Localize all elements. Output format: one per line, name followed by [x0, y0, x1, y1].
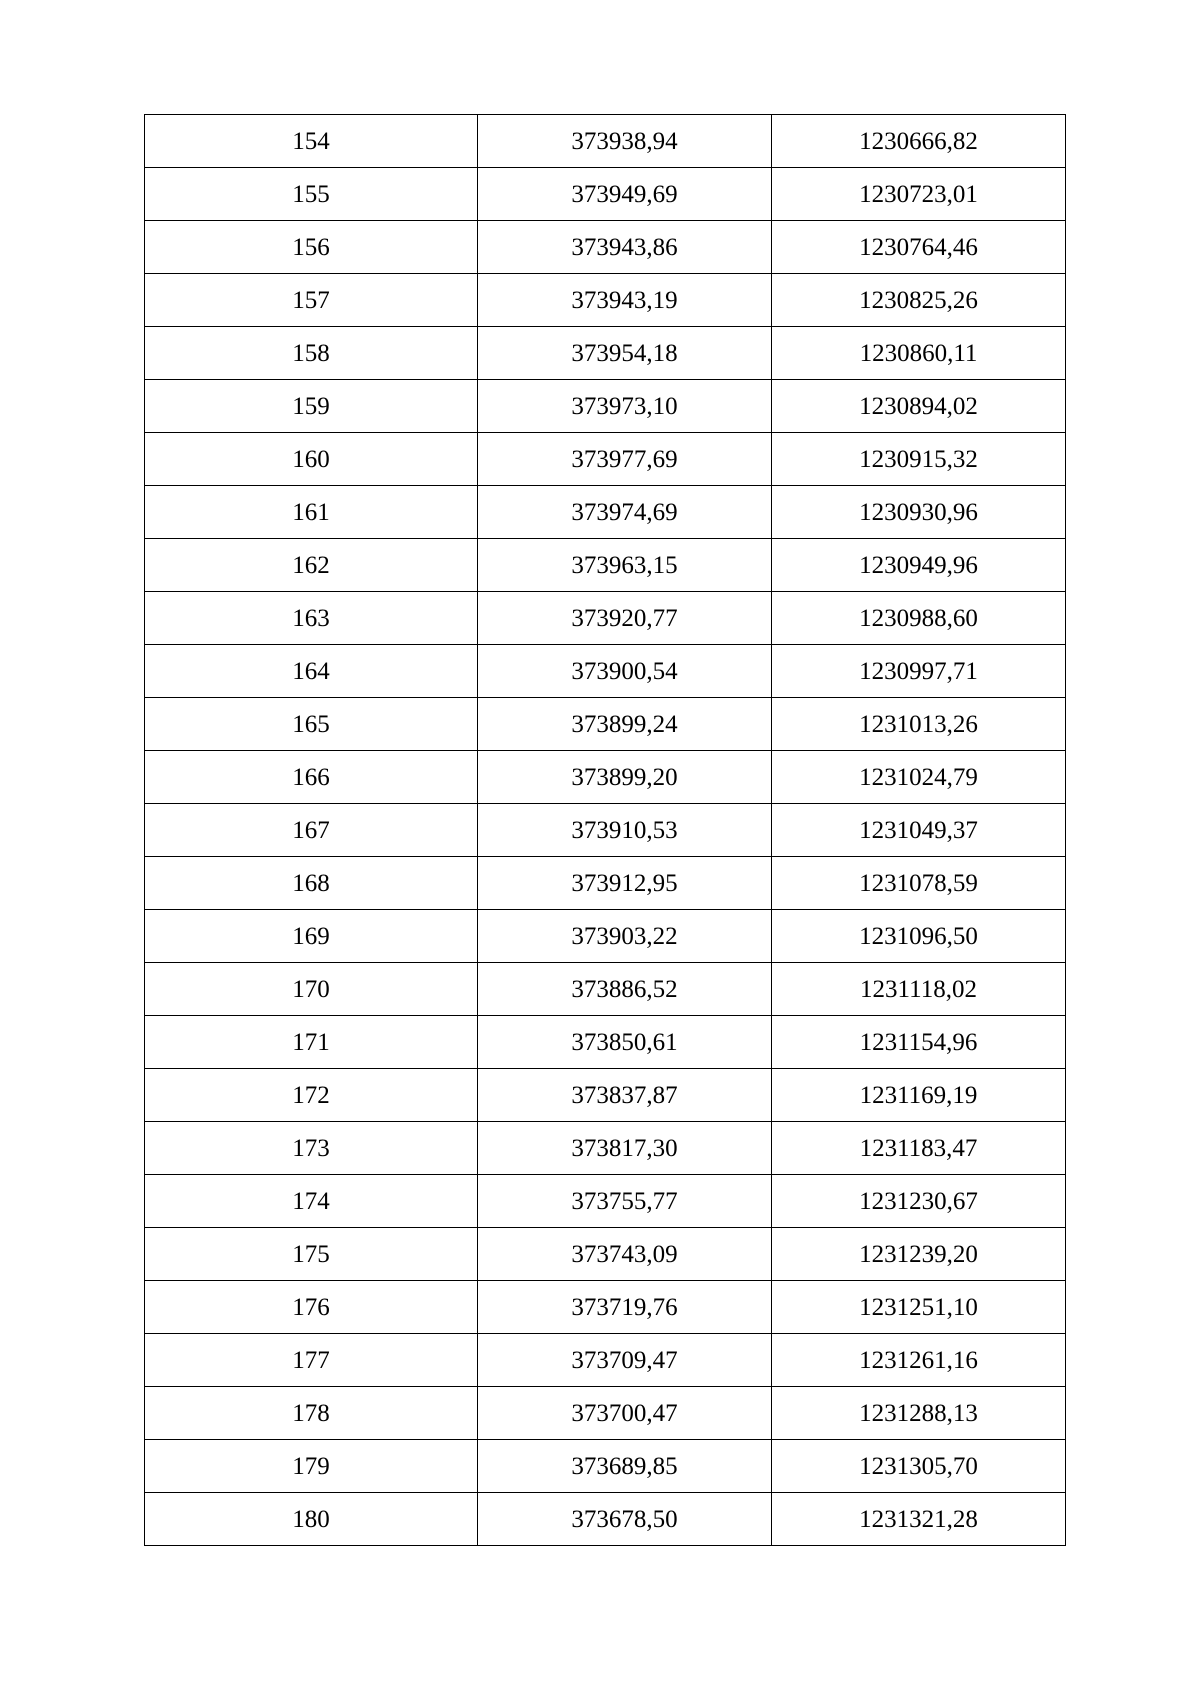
- point-number-cell: 154: [145, 115, 478, 168]
- y-coordinate-cell: 1231288,13: [772, 1387, 1066, 1440]
- x-coordinate-cell: 373973,10: [478, 380, 772, 433]
- table-row: [145, 327, 1066, 380]
- point-number-cell: 175: [145, 1228, 478, 1281]
- x-coordinate-cell: 373850,61: [478, 1016, 772, 1069]
- y-coordinate-cell: 1230825,26: [772, 274, 1066, 327]
- table-row: [145, 168, 1066, 221]
- x-coordinate-cell: 373974,69: [478, 486, 772, 539]
- y-coordinate-cell: 1231154,96: [772, 1016, 1066, 1069]
- table-row: [145, 1387, 1066, 1440]
- table-row: [145, 804, 1066, 857]
- x-coordinate-cell: 373912,95: [478, 857, 772, 910]
- table-row: [145, 751, 1066, 804]
- point-number-cell: 176: [145, 1281, 478, 1334]
- table-row: [145, 1440, 1066, 1493]
- x-coordinate-cell: 373963,15: [478, 539, 772, 592]
- x-coordinate-cell: 373954,18: [478, 327, 772, 380]
- y-coordinate-cell: 1231251,10: [772, 1281, 1066, 1334]
- y-coordinate-cell: 1230915,32: [772, 433, 1066, 486]
- table-row: [145, 910, 1066, 963]
- y-coordinate-cell: 1231013,26: [772, 698, 1066, 751]
- x-coordinate-cell: 373938,94: [478, 115, 772, 168]
- y-coordinate-cell: 1230860,11: [772, 327, 1066, 380]
- x-coordinate-cell: 373709,47: [478, 1334, 772, 1387]
- point-number-cell: 162: [145, 539, 478, 592]
- x-coordinate-cell: 373689,85: [478, 1440, 772, 1493]
- table-row: [145, 645, 1066, 698]
- x-coordinate-cell: 373977,69: [478, 433, 772, 486]
- point-number-cell: 180: [145, 1493, 478, 1546]
- x-coordinate-cell: 373943,86: [478, 221, 772, 274]
- y-coordinate-cell: 1230988,60: [772, 592, 1066, 645]
- table-row: [145, 698, 1066, 751]
- point-number-cell: 174: [145, 1175, 478, 1228]
- point-number-cell: 158: [145, 327, 478, 380]
- table-row: [145, 1175, 1066, 1228]
- table-row: [145, 433, 1066, 486]
- x-coordinate-cell: 373743,09: [478, 1228, 772, 1281]
- point-number-cell: 155: [145, 168, 478, 221]
- table-row: [145, 486, 1066, 539]
- point-number-cell: 171: [145, 1016, 478, 1069]
- x-coordinate-cell: 373837,87: [478, 1069, 772, 1122]
- x-coordinate-cell: 373903,22: [478, 910, 772, 963]
- x-coordinate-cell: 373700,47: [478, 1387, 772, 1440]
- point-number-cell: 163: [145, 592, 478, 645]
- point-number-cell: 178: [145, 1387, 478, 1440]
- x-coordinate-cell: 373886,52: [478, 963, 772, 1016]
- point-number-cell: 179: [145, 1440, 478, 1493]
- point-number-cell: 168: [145, 857, 478, 910]
- table-row: [145, 1069, 1066, 1122]
- point-number-cell: 157: [145, 274, 478, 327]
- x-coordinate-cell: 373899,20: [478, 751, 772, 804]
- point-number-cell: 165: [145, 698, 478, 751]
- x-coordinate-cell: 373943,19: [478, 274, 772, 327]
- x-coordinate-cell: 373678,50: [478, 1493, 772, 1546]
- table-row: [145, 274, 1066, 327]
- x-coordinate-cell: 373900,54: [478, 645, 772, 698]
- table-row: [145, 1281, 1066, 1334]
- y-coordinate-cell: 1231024,79: [772, 751, 1066, 804]
- y-coordinate-cell: 1231169,19: [772, 1069, 1066, 1122]
- point-number-cell: 167: [145, 804, 478, 857]
- table-row: [145, 539, 1066, 592]
- y-coordinate-cell: 1230764,46: [772, 221, 1066, 274]
- y-coordinate-cell: 1231078,59: [772, 857, 1066, 910]
- table-row: [145, 1016, 1066, 1069]
- table-row: [145, 1493, 1066, 1546]
- y-coordinate-cell: 1230930,96: [772, 486, 1066, 539]
- table-row: [145, 380, 1066, 433]
- y-coordinate-cell: 1231321,28: [772, 1493, 1066, 1546]
- y-coordinate-cell: 1231096,50: [772, 910, 1066, 963]
- point-number-cell: 170: [145, 963, 478, 1016]
- point-number-cell: 159: [145, 380, 478, 433]
- table-row: [145, 857, 1066, 910]
- table-row: [145, 1334, 1066, 1387]
- y-coordinate-cell: 1231239,20: [772, 1228, 1066, 1281]
- y-coordinate-cell: 1231183,47: [772, 1122, 1066, 1175]
- table-row: [145, 221, 1066, 274]
- point-number-cell: 177: [145, 1334, 478, 1387]
- x-coordinate-cell: 373899,24: [478, 698, 772, 751]
- x-coordinate-cell: 373817,30: [478, 1122, 772, 1175]
- y-coordinate-cell: 1231261,16: [772, 1334, 1066, 1387]
- table-row: [145, 1228, 1066, 1281]
- x-coordinate-cell: 373755,77: [478, 1175, 772, 1228]
- table-row: [145, 963, 1066, 1016]
- y-coordinate-cell: 1230949,96: [772, 539, 1066, 592]
- coordinates-table-body: [145, 115, 1066, 1546]
- y-coordinate-cell: 1231305,70: [772, 1440, 1066, 1493]
- y-coordinate-cell: 1230997,71: [772, 645, 1066, 698]
- point-number-cell: 160: [145, 433, 478, 486]
- point-number-cell: 156: [145, 221, 478, 274]
- point-number-cell: 164: [145, 645, 478, 698]
- point-number-cell: 161: [145, 486, 478, 539]
- table-row: [145, 115, 1066, 168]
- y-coordinate-cell: 1231230,67: [772, 1175, 1066, 1228]
- y-coordinate-cell: 1230723,01: [772, 168, 1066, 221]
- y-coordinate-cell: 1230666,82: [772, 115, 1066, 168]
- x-coordinate-cell: 373920,77: [478, 592, 772, 645]
- point-number-cell: 172: [145, 1069, 478, 1122]
- y-coordinate-cell: 1231118,02: [772, 963, 1066, 1016]
- y-coordinate-cell: 1231049,37: [772, 804, 1066, 857]
- point-number-cell: 166: [145, 751, 478, 804]
- x-coordinate-cell: 373949,69: [478, 168, 772, 221]
- table-row: [145, 592, 1066, 645]
- x-coordinate-cell: 373719,76: [478, 1281, 772, 1334]
- point-number-cell: 173: [145, 1122, 478, 1175]
- point-number-cell: 169: [145, 910, 478, 963]
- y-coordinate-cell: 1230894,02: [772, 380, 1066, 433]
- table-row: [145, 1122, 1066, 1175]
- x-coordinate-cell: 373910,53: [478, 804, 772, 857]
- coordinates-table: [144, 114, 1066, 1546]
